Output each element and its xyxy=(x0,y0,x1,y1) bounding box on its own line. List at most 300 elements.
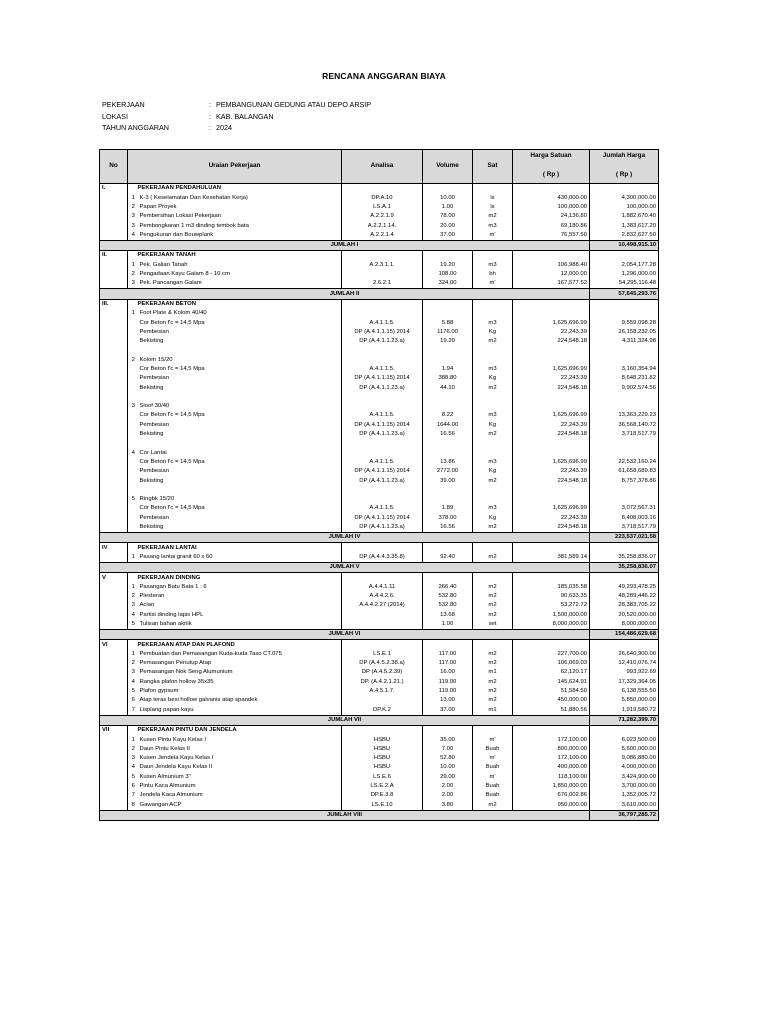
empty-cell xyxy=(513,573,590,583)
item-volume: 378.00 xyxy=(423,513,473,522)
row-no xyxy=(100,203,128,212)
table-row xyxy=(100,270,659,279)
item-analisa: A.2.2.1.4 xyxy=(342,230,423,240)
row-no xyxy=(100,212,128,221)
empty-cell xyxy=(513,543,590,553)
item-total: 2,832,627.50 xyxy=(590,230,659,240)
item-description: Cor Lantai xyxy=(137,448,342,457)
item-analisa xyxy=(342,402,423,411)
item-total: 3,160,354.94 xyxy=(590,365,659,374)
item-total: 1,296,000.00 xyxy=(590,270,659,279)
item-unit: m2 xyxy=(473,687,513,696)
section-spacer xyxy=(128,184,137,194)
item-unit: m2 xyxy=(473,553,513,563)
empty-cell xyxy=(473,439,513,448)
item-description: Pembongkaran 1 m3 dinding tembok bata xyxy=(137,221,342,230)
item-unit: m2 xyxy=(473,476,513,485)
empty-cell xyxy=(423,543,473,553)
item-description: Cor Beton f'c = 14,5 Mpa xyxy=(137,318,342,327)
empty-cell xyxy=(590,439,659,448)
item-description: Jendela Kaca Almunium xyxy=(137,791,342,800)
row-no xyxy=(100,504,128,513)
item-unit-price: 224,548.18 xyxy=(513,430,590,439)
meta-key: PEKERJAAN xyxy=(102,100,145,109)
item-total: 4,300,000.00 xyxy=(590,193,659,202)
item-volume: 2.00 xyxy=(423,782,473,791)
item-unit-price: 106,988.40 xyxy=(513,260,590,269)
meta-key: TAHUN ANGGARAN xyxy=(102,123,169,133)
empty-cell xyxy=(590,251,659,261)
item-number: 1 xyxy=(128,309,137,318)
empty-cell xyxy=(423,640,473,650)
table-row xyxy=(100,523,659,533)
section-number: IV xyxy=(100,543,128,553)
meta-key: LOKASI xyxy=(102,111,128,121)
item-description: Gawangan ACP xyxy=(137,800,342,810)
subtotal-value: 10,498,915.10 xyxy=(590,240,659,250)
row-no xyxy=(100,800,128,810)
item-volume: 1.89 xyxy=(423,504,473,513)
empty-cell xyxy=(342,573,423,583)
item-analisa: DP.A.10 xyxy=(342,193,423,202)
item-volume: 119.00 xyxy=(423,687,473,696)
section-spacer xyxy=(128,725,137,735)
item-number: 1 xyxy=(128,260,137,269)
item-unit-price: 1,625,696.99 xyxy=(513,365,590,374)
row-no xyxy=(100,650,128,659)
row-no xyxy=(100,221,128,230)
meta-sep: : xyxy=(209,123,211,133)
item-analisa: HSBU xyxy=(342,754,423,763)
row-no xyxy=(100,374,128,383)
row-no xyxy=(100,309,128,318)
subtotal-row xyxy=(100,240,659,250)
table-row xyxy=(100,365,659,374)
empty-cell xyxy=(100,486,128,495)
table-row xyxy=(100,327,659,336)
item-unit: Kg xyxy=(473,374,513,383)
row-no xyxy=(100,467,128,476)
blank-row xyxy=(100,393,659,402)
table-row xyxy=(100,230,659,240)
item-analisa xyxy=(342,270,423,279)
item-analisa: DP (A.4.1.1.15) 2014 xyxy=(342,374,423,383)
item-description: Pek. Galian Tanah xyxy=(137,260,342,269)
empty-cell xyxy=(423,346,473,355)
item-description: Partisi dinding lapis HPL xyxy=(137,610,342,619)
item-number xyxy=(128,523,137,533)
item-unit: m2 xyxy=(473,592,513,601)
row-no xyxy=(100,495,128,504)
item-unit: set xyxy=(473,620,513,630)
item-volume: 7.00 xyxy=(423,745,473,754)
row-no xyxy=(100,696,128,705)
item-description: Pembesian xyxy=(137,467,342,476)
item-unit: Buah xyxy=(473,745,513,754)
item-analisa xyxy=(342,610,423,619)
table-row xyxy=(100,650,659,659)
item-analisa: DP (A.4.1.1.15) 2014 xyxy=(342,420,423,429)
row-no xyxy=(100,420,128,429)
item-unit-price: 100,000.00 xyxy=(513,203,590,212)
item-total: 6,023,500.00 xyxy=(590,735,659,744)
item-number: 6 xyxy=(128,696,137,705)
section-spacer xyxy=(128,640,137,650)
item-total: 48,289,446.22 xyxy=(590,592,659,601)
item-unit: m2 xyxy=(473,523,513,533)
row-no xyxy=(100,668,128,677)
blank-row xyxy=(100,439,659,448)
row-no xyxy=(100,448,128,457)
row-no xyxy=(100,383,128,392)
row-no xyxy=(100,601,128,610)
item-volume: 1644.00 xyxy=(423,420,473,429)
item-unit-price: 172,100.00 xyxy=(513,735,590,744)
item-number: 7 xyxy=(128,705,137,715)
item-number xyxy=(128,337,137,346)
item-analisa: DP (A.4.1.1.15) 2014 xyxy=(342,467,423,476)
item-volume xyxy=(423,309,473,318)
item-volume: 10.00 xyxy=(423,763,473,772)
row-no xyxy=(100,745,128,754)
item-unit: m3 xyxy=(473,318,513,327)
item-description: Atap teras besi hollow galvanis atap spandek xyxy=(137,696,342,705)
item-total: 26,640,900.00 xyxy=(590,650,659,659)
item-unit: m3 xyxy=(473,365,513,374)
header-jumlah-harga-unit: ( Rp ) xyxy=(615,170,633,178)
empty-cell xyxy=(137,346,342,355)
empty-cell xyxy=(128,439,137,448)
table-row xyxy=(100,610,659,619)
item-description: Ringbk 15/20 xyxy=(137,495,342,504)
item-number: 3 xyxy=(128,212,137,221)
item-description: Kusen Almunium 3" xyxy=(137,772,342,781)
item-analisa xyxy=(342,495,423,504)
item-analisa: A.2.2.1.9 xyxy=(342,212,423,221)
item-description: Pembesian xyxy=(137,374,342,383)
item-unit: m2 xyxy=(473,212,513,221)
item-number: 4 xyxy=(128,677,137,686)
item-analisa: HSBU xyxy=(342,745,423,754)
item-unit: m1 xyxy=(473,705,513,715)
item-unit-price: 118,100.00 xyxy=(513,772,590,781)
item-unit-price: 1,625,696.99 xyxy=(513,504,590,513)
item-unit-price: 22,243.39 xyxy=(513,513,590,522)
item-analisa: HSBU xyxy=(342,735,423,744)
item-number xyxy=(128,327,137,336)
item-unit-price: 69,180.86 xyxy=(513,221,590,230)
subtotal-label: JUMLAH VI xyxy=(100,629,590,639)
item-unit: m2 xyxy=(473,610,513,619)
item-analisa: A.4.1.1.5. xyxy=(342,504,423,513)
table-row xyxy=(100,754,659,763)
table-row xyxy=(100,411,659,420)
table-row xyxy=(100,309,659,318)
row-no xyxy=(100,430,128,439)
item-total xyxy=(590,448,659,457)
item-description: Plesteran xyxy=(137,592,342,601)
row-no xyxy=(100,279,128,289)
empty-cell xyxy=(473,573,513,583)
item-volume: 13.68 xyxy=(423,610,473,619)
item-unit: m2 xyxy=(473,601,513,610)
item-description: Cor Beton f'c = 14,5 Mpa xyxy=(137,411,342,420)
item-unit-price: 676,002.86 xyxy=(513,791,590,800)
empty-cell xyxy=(342,439,423,448)
empty-cell xyxy=(513,640,590,650)
item-total: 49,293,478.25 xyxy=(590,582,659,591)
item-total: 3,424,900.00 xyxy=(590,772,659,781)
empty-cell xyxy=(513,439,590,448)
blank-row xyxy=(100,486,659,495)
empty-cell xyxy=(128,346,137,355)
row-no xyxy=(100,659,128,668)
item-description: Sloof 30/40 xyxy=(137,402,342,411)
section-row xyxy=(100,299,659,309)
section-number: V xyxy=(100,573,128,583)
item-volume: 39.00 xyxy=(423,476,473,485)
section-number: III. xyxy=(100,299,128,309)
table-row xyxy=(100,659,659,668)
item-number xyxy=(128,513,137,522)
item-volume: 1.00 xyxy=(423,203,473,212)
empty-cell xyxy=(342,184,423,194)
section-title: PEKERJAAN ATAP DAN PLAFOND xyxy=(137,640,342,650)
item-number xyxy=(128,458,137,467)
item-number: 5 xyxy=(128,772,137,781)
item-unit-price: 62,120.17 xyxy=(513,668,590,677)
item-unit: Buah xyxy=(473,791,513,800)
table-row xyxy=(100,495,659,504)
item-number xyxy=(128,476,137,485)
section-title: PEKERJAAN LANTAI xyxy=(137,543,342,553)
header-harga-satuan xyxy=(513,150,590,184)
empty-cell xyxy=(423,251,473,261)
item-number: 3 xyxy=(128,601,137,610)
subtotal-value: 154,486,629.68 xyxy=(590,629,659,639)
header-no: No xyxy=(100,150,128,184)
item-description: K-3 ( Keselamatan Dan Kesehatan Kerja) xyxy=(137,193,342,202)
item-description: Pengadaan Kayu Galam 8 - 10 cm xyxy=(137,270,342,279)
table-row xyxy=(100,193,659,202)
item-unit-price: 950,000.00 xyxy=(513,800,590,810)
item-analisa: DP (A.4.1.1.23.a) xyxy=(342,523,423,533)
item-description: Kolom 15/20 xyxy=(137,355,342,364)
item-total: 26,158,232.05 xyxy=(590,327,659,336)
item-volume: 16.56 xyxy=(423,430,473,439)
item-analisa: A.4.4.2.6. xyxy=(342,592,423,601)
item-unit-price: 800,000.00 xyxy=(513,745,590,754)
item-number: 5 xyxy=(128,687,137,696)
item-analisa: DP.E.3.8 xyxy=(342,791,423,800)
item-total: 4,000,000.00 xyxy=(590,763,659,772)
table-row xyxy=(100,260,659,269)
item-unit-price: 1,625,696.99 xyxy=(513,458,590,467)
item-description: Pemasangan Nok Seng Alumunium xyxy=(137,668,342,677)
item-number xyxy=(128,420,137,429)
empty-cell xyxy=(128,486,137,495)
item-volume: 19.20 xyxy=(423,337,473,346)
item-unit-price: 1,500,000.00 xyxy=(513,610,590,619)
table-row xyxy=(100,458,659,467)
item-number xyxy=(128,383,137,392)
item-unit-price: 167,577.52 xyxy=(513,279,590,289)
table-row xyxy=(100,791,659,800)
item-total xyxy=(590,495,659,504)
item-unit-price: 430,000.00 xyxy=(513,193,590,202)
subtotal-row xyxy=(100,629,659,639)
item-unit: m' xyxy=(473,754,513,763)
item-volume xyxy=(423,495,473,504)
item-total: 12,410,076.74 xyxy=(590,659,659,668)
table-row xyxy=(100,800,659,810)
section-spacer xyxy=(128,543,137,553)
item-volume: 1.94 xyxy=(423,365,473,374)
empty-cell xyxy=(590,393,659,402)
item-unit: m2 xyxy=(473,677,513,686)
row-no xyxy=(100,365,128,374)
item-description: Lisplang papan kayu xyxy=(137,705,342,715)
item-analisa: A.4.4.2.27 (2014) xyxy=(342,601,423,610)
item-description: Pembesian xyxy=(137,513,342,522)
item-unit: m1 xyxy=(473,668,513,677)
item-number xyxy=(128,467,137,476)
item-analisa: DP (A.4.5.2.38.a) xyxy=(342,659,423,668)
item-volume: 117.00 xyxy=(423,650,473,659)
empty-cell xyxy=(473,393,513,402)
empty-cell xyxy=(473,299,513,309)
item-analisa: LS.A.1 xyxy=(342,203,423,212)
table-row xyxy=(100,430,659,439)
empty-cell xyxy=(100,439,128,448)
section-title: PEKERJAAN PINTU DAN JENDELA xyxy=(137,725,342,735)
project-meta xyxy=(102,99,371,134)
item-analisa: LS.E.2.A xyxy=(342,782,423,791)
item-total: 35,258,836.07 xyxy=(590,553,659,563)
table-row xyxy=(100,745,659,754)
item-unit-price: 76,557.50 xyxy=(513,230,590,240)
item-unit-price xyxy=(513,402,590,411)
item-total: 5,600,000.00 xyxy=(590,745,659,754)
item-analisa: DP. (A.4.2.1.21.) xyxy=(342,677,423,686)
item-unit-price: 224,548.18 xyxy=(513,383,590,392)
empty-cell xyxy=(590,299,659,309)
item-volume: 8.22 xyxy=(423,411,473,420)
item-number: 1 xyxy=(128,582,137,591)
item-volume: 532.80 xyxy=(423,601,473,610)
subtotal-label: JUMLAH VIII xyxy=(100,810,590,820)
empty-cell xyxy=(423,439,473,448)
item-volume: 19.20 xyxy=(423,260,473,269)
table-row xyxy=(100,553,659,563)
item-volume: 10.00 xyxy=(423,193,473,202)
item-description: Pembesian xyxy=(137,327,342,336)
item-number: 2 xyxy=(128,355,137,364)
empty-cell xyxy=(342,393,423,402)
item-analisa: DP.K.2 xyxy=(342,705,423,715)
table-row xyxy=(100,402,659,411)
item-unit: m2 xyxy=(473,650,513,659)
item-description: Cor Beton f'c = 14,5 Mpa xyxy=(137,458,342,467)
item-description: Cor Beton f'c = 14,5 Mpa xyxy=(137,504,342,513)
item-unit: m2 xyxy=(473,383,513,392)
item-number: 4 xyxy=(128,763,137,772)
item-volume: 16.00 xyxy=(423,668,473,677)
empty-cell xyxy=(590,640,659,650)
item-description: Kusen Pintu Kayu Kelas I xyxy=(137,735,342,744)
item-description: Acian xyxy=(137,601,342,610)
item-analisa xyxy=(342,620,423,630)
table-row xyxy=(100,582,659,591)
empty-cell xyxy=(590,346,659,355)
item-unit-price: 106,069.03 xyxy=(513,659,590,668)
empty-cell xyxy=(513,184,590,194)
item-number: 7 xyxy=(128,791,137,800)
item-unit-price: 224,548.18 xyxy=(513,337,590,346)
item-number: 1 xyxy=(128,735,137,744)
item-number: 8 xyxy=(128,800,137,810)
header-harga-satuan-label: Harga Satuan xyxy=(530,152,572,159)
item-analisa: A.2.3.1.1. xyxy=(342,260,423,269)
item-unit-price: 1,850,000.00 xyxy=(513,782,590,791)
budget-table xyxy=(99,149,659,821)
item-volume: 20.00 xyxy=(423,221,473,230)
item-number xyxy=(128,374,137,383)
item-number: 1 xyxy=(128,553,137,563)
item-analisa: LS.E.6 xyxy=(342,772,423,781)
table-row xyxy=(100,467,659,476)
empty-cell xyxy=(473,251,513,261)
item-unit-price: 1,625,696.99 xyxy=(513,318,590,327)
empty-cell xyxy=(342,725,423,735)
empty-cell xyxy=(100,393,128,402)
item-number: 4 xyxy=(128,230,137,240)
item-analisa: A.4.1.1.5. xyxy=(342,365,423,374)
item-unit-price xyxy=(513,309,590,318)
item-total: 8,000,000.00 xyxy=(590,620,659,630)
item-unit: m2 xyxy=(473,430,513,439)
item-volume: 324.00 xyxy=(423,279,473,289)
table-row xyxy=(100,601,659,610)
section-spacer xyxy=(128,299,137,309)
item-analisa: A.4.1.1.5. xyxy=(342,318,423,327)
item-analisa: A.4.4.1.11 xyxy=(342,582,423,591)
table-row xyxy=(100,212,659,221)
table-row xyxy=(100,687,659,696)
item-unit-price: 22,243.39 xyxy=(513,467,590,476)
subtotal-row xyxy=(100,810,659,820)
item-unit: m2 xyxy=(473,337,513,346)
item-volume: 108.00 xyxy=(423,270,473,279)
item-unit-price: 22,243.39 xyxy=(513,327,590,336)
item-description: Pasang lantai granit 60 x 60 xyxy=(137,553,342,563)
empty-cell xyxy=(513,299,590,309)
empty-cell xyxy=(100,346,128,355)
item-description: Papan Proyek xyxy=(137,203,342,212)
row-no xyxy=(100,677,128,686)
item-unit: m' xyxy=(473,279,513,289)
meta-row xyxy=(102,122,371,134)
row-no xyxy=(100,553,128,563)
section-row xyxy=(100,251,659,261)
empty-cell xyxy=(342,486,423,495)
item-unit-price: 53,272.72 xyxy=(513,601,590,610)
item-total: 3,072,567.31 xyxy=(590,504,659,513)
item-description: Plafon gypsum xyxy=(137,687,342,696)
item-total: 8,408,003.16 xyxy=(590,513,659,522)
item-analisa: DP (A.4.1.1.23.a) xyxy=(342,383,423,392)
subtotal-value: 36,797,285.72 xyxy=(590,810,659,820)
